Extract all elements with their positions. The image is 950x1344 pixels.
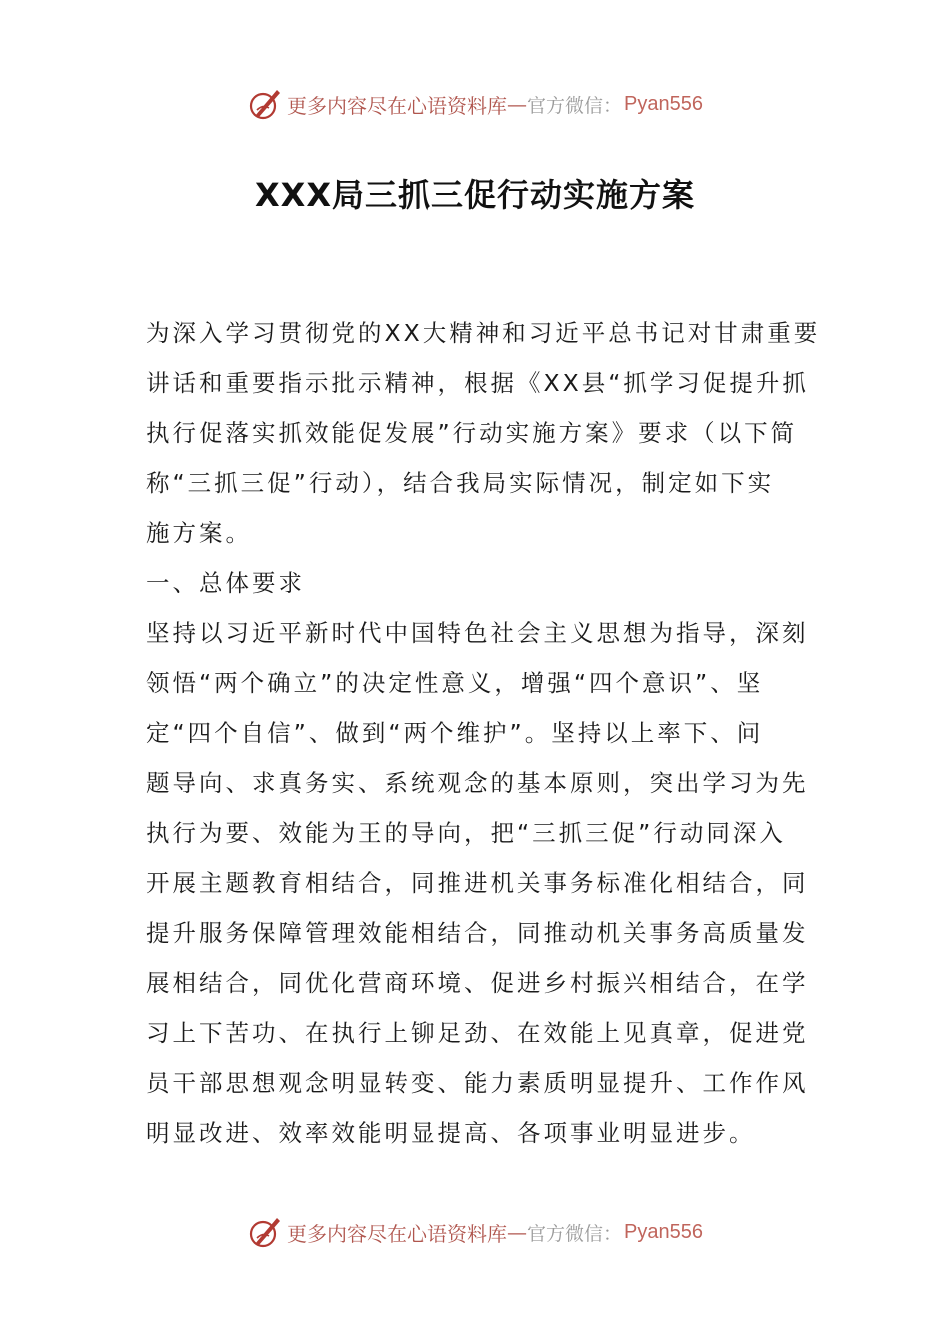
footer-watermark <box>0 1212 950 1252</box>
watermark-separator: — <box>507 1220 527 1244</box>
text-line: 员干部思想观念明显转变、能力素质明显提升、工作作风 <box>146 1069 809 1097</box>
text-line: 讲话和重要指示批示精神，根据《XX县“抓学习促提升抓 <box>146 369 809 397</box>
document-body <box>146 308 821 1158</box>
text-line: 习上下苦功、在执行上铆足劲、在效能上见真章，促进党 <box>146 1019 809 1047</box>
text-line: 为深入学习贯彻党的XX大精神和习近平总书记对甘肃重要 <box>146 319 821 347</box>
section-heading: 一、总体要求 <box>146 569 305 597</box>
watermark-wechat-id: Pyan556 <box>624 1220 703 1243</box>
text-line: 坚持以习近平新时代中国特色社会主义思想为指导，深刻 <box>146 619 809 647</box>
text-line: 题导向、求真务实、系统观念的基本原则，突出学习为先 <box>146 769 809 797</box>
watermark-wechat-label: 官方微信： <box>527 94 623 117</box>
text-line: 开展主题教育相结合，同推进机关事务标准化相结合，同 <box>146 869 809 897</box>
quill-logo-icon <box>247 86 283 122</box>
text-line: 定“四个自信”、做到“两个维护”。坚持以上率下、问 <box>146 719 764 747</box>
text-line: 执行为要、效能为王的导向，把“三抓三促”行动同深入 <box>146 819 786 847</box>
quill-logo-icon <box>247 1214 283 1250</box>
watermark-brand: 更多内容尽在心语资料库 <box>287 93 507 118</box>
watermark-wechat-id: Pyan556 <box>624 92 703 115</box>
text-line: 执行促落实抓效能促发展”行动实施方案》要求（以下简 <box>146 419 798 447</box>
text-line: 施方案。 <box>146 519 252 547</box>
watermark-separator: — <box>507 92 527 116</box>
document-title: XXX局三抓三促行动实施方案 <box>254 176 696 214</box>
header-watermark <box>0 84 950 124</box>
text-line: 明显改进、效率效能明显提高、各项事业明显进步。 <box>146 1119 756 1147</box>
text-line: 领悟“两个确立”的决定性意义，增强“四个意识”、坚 <box>146 669 764 697</box>
text-line: 称“三抓三促”行动），结合我局实际情况，制定如下实 <box>146 469 775 497</box>
watermark-wechat-label: 官方微信： <box>527 1222 623 1245</box>
watermark-brand: 更多内容尽在心语资料库 <box>287 1221 507 1246</box>
text-line: 展相结合，同优化营商环境、促进乡村振兴相结合，在学 <box>146 969 809 997</box>
text-line: 提升服务保障管理效能相结合，同推动机关事务高质量发 <box>146 919 809 947</box>
